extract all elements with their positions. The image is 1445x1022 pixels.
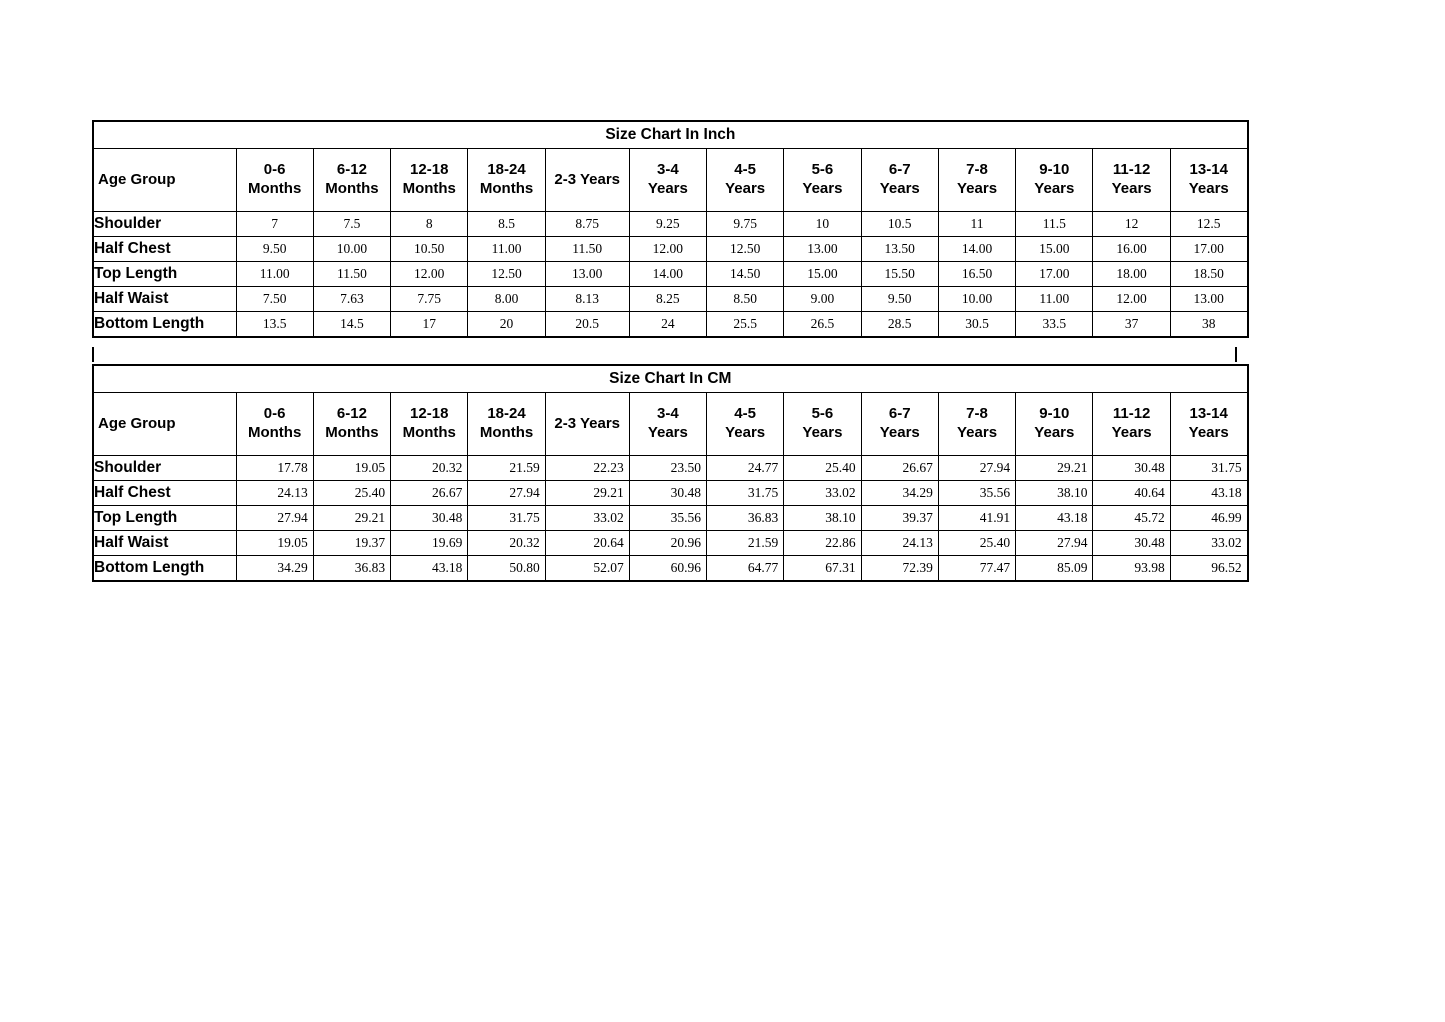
measurement-cell: 72.39 <box>861 556 938 582</box>
header-line-1: 2-3 Years <box>554 414 620 432</box>
measurement-cell: 14.00 <box>629 262 706 287</box>
measurement-cell: 12.5 <box>1170 212 1247 237</box>
measurement-cell: 29.21 <box>545 481 629 506</box>
measurement-cell: 8.00 <box>468 287 545 312</box>
measurement-cell: 50.80 <box>468 556 545 582</box>
measurement-cell: 28.5 <box>861 312 938 338</box>
measurement-cell: 11.50 <box>545 237 629 262</box>
size-chart-inch <box>92 120 1237 338</box>
measurement-cell: 10 <box>784 212 861 237</box>
measurement-cell: 12.00 <box>391 262 468 287</box>
header-line-2: Months <box>479 424 534 441</box>
measurement-cell: 22.23 <box>545 456 629 481</box>
header-line-1: 0-6 <box>263 161 286 179</box>
header-line-1: 9-10 <box>1039 161 1070 179</box>
measurement-cell: 13.50 <box>861 237 938 262</box>
measurement-cell: 24.77 <box>706 456 783 481</box>
table-gap-strip <box>92 347 1237 362</box>
measurement-cell: 27.94 <box>938 456 1015 481</box>
header-line-2: Years <box>725 180 766 197</box>
measurement-cell: 43.18 <box>391 556 468 582</box>
row-label: Half Chest <box>93 237 236 262</box>
header-age-column <box>1170 393 1247 456</box>
measurement-cell: 31.75 <box>468 506 545 531</box>
measurement-cell: 15.50 <box>861 262 938 287</box>
header-line-2: Years <box>879 180 920 197</box>
measurement-cell: 64.77 <box>706 556 783 582</box>
measurement-cell: 9.75 <box>706 212 783 237</box>
measurement-cell: 11.00 <box>236 262 313 287</box>
header-line-2: Years <box>879 424 920 441</box>
measurement-cell: 24.13 <box>861 531 938 556</box>
measurement-cell: 24 <box>629 312 706 338</box>
measurement-cell: 11.00 <box>468 237 545 262</box>
header-line-1: 2-3 Years <box>554 170 620 188</box>
measurement-cell: 26.5 <box>784 312 861 338</box>
table-row <box>93 237 1248 262</box>
measurement-cell: 77.47 <box>938 556 1015 582</box>
table-title-row <box>93 121 1248 149</box>
header-line-2: Months <box>247 180 302 197</box>
measurement-cell: 11.50 <box>313 262 390 287</box>
header-line-1: 12-18 <box>410 405 449 423</box>
measurement-cell: 12.00 <box>629 237 706 262</box>
header-age-column <box>545 149 629 212</box>
measurement-cell: 19.37 <box>313 531 390 556</box>
measurement-cell: 8 <box>391 212 468 237</box>
header-line-1: 6-7 <box>888 161 911 179</box>
measurement-cell: 30.48 <box>629 481 706 506</box>
table-title: Size Chart In CM <box>93 365 1248 393</box>
row-label: Half Waist <box>93 287 236 312</box>
measurement-cell: 30.48 <box>1093 456 1170 481</box>
measurement-cell: 8.25 <box>629 287 706 312</box>
table-row <box>93 556 1248 582</box>
header-age-column <box>391 149 468 212</box>
measurement-cell: 33.02 <box>1170 531 1247 556</box>
measurement-cell: 27.94 <box>468 481 545 506</box>
measurement-cell: 20 <box>468 312 545 338</box>
header-line-2: Years <box>647 180 688 197</box>
measurement-cell: 12 <box>1093 212 1170 237</box>
measurement-cell: 25.5 <box>706 312 783 338</box>
header-line-1: 6-12 <box>336 405 367 423</box>
measurement-cell: 18.00 <box>1093 262 1170 287</box>
header-age-column <box>1093 393 1170 456</box>
header-age-column <box>861 149 938 212</box>
measurement-cell: 13.00 <box>784 237 861 262</box>
measurement-cell: 33.02 <box>545 506 629 531</box>
header-line-1: 7-8 <box>966 405 988 423</box>
header-line-1: 4-5 <box>734 161 756 179</box>
measurement-cell: 7.63 <box>313 287 390 312</box>
measurement-cell: 14.00 <box>938 237 1015 262</box>
size-chart-table <box>92 120 1249 338</box>
measurement-cell: 9.50 <box>861 287 938 312</box>
measurement-cell: 9.50 <box>236 237 313 262</box>
measurement-cell: 19.05 <box>313 456 390 481</box>
measurement-cell: 9.25 <box>629 212 706 237</box>
measurement-cell: 20.96 <box>629 531 706 556</box>
measurement-cell: 8.75 <box>545 212 629 237</box>
header-line-1: 3-4 <box>656 161 679 179</box>
header-age-group: Age Group <box>93 393 236 456</box>
measurement-cell: 20.64 <box>545 531 629 556</box>
table-header-row <box>93 393 1248 456</box>
measurement-cell: 30.48 <box>1093 531 1170 556</box>
header-line-1: 0-6 <box>263 405 286 423</box>
header-age-column <box>629 149 706 212</box>
measurement-cell: 7.50 <box>236 287 313 312</box>
row-label: Shoulder <box>93 456 236 481</box>
header-age-column <box>468 393 545 456</box>
measurement-cell: 85.09 <box>1016 556 1093 582</box>
header-age-column <box>236 149 313 212</box>
header-age-column <box>784 149 861 212</box>
row-label: Half Waist <box>93 531 236 556</box>
measurement-cell: 30.5 <box>938 312 1015 338</box>
measurement-cell: 29.21 <box>313 506 390 531</box>
header-age-column <box>236 393 313 456</box>
measurement-cell: 45.72 <box>1093 506 1170 531</box>
header-line-2: Months <box>247 424 302 441</box>
table-row <box>93 212 1248 237</box>
measurement-cell: 17 <box>391 312 468 338</box>
measurement-cell: 36.83 <box>313 556 390 582</box>
table-row <box>93 481 1248 506</box>
header-line-2: Years <box>1188 424 1229 441</box>
measurement-cell: 29.21 <box>1016 456 1093 481</box>
header-line-2: Years <box>802 180 843 197</box>
header-line-1: 5-6 <box>811 161 834 179</box>
measurement-cell: 67.31 <box>784 556 861 582</box>
measurement-cell: 11.00 <box>1016 287 1093 312</box>
measurement-cell: 17.00 <box>1170 237 1247 262</box>
measurement-cell: 26.67 <box>861 456 938 481</box>
measurement-cell: 13.00 <box>1170 287 1247 312</box>
measurement-cell: 35.56 <box>938 481 1015 506</box>
header-line-2: Years <box>647 424 688 441</box>
header-line-1: 18-24 <box>487 405 526 423</box>
header-line-1: 11-12 <box>1112 405 1151 423</box>
header-age-column <box>391 393 468 456</box>
measurement-cell: 21.59 <box>706 531 783 556</box>
measurement-cell: 93.98 <box>1093 556 1170 582</box>
table-row <box>93 287 1248 312</box>
measurement-cell: 41.91 <box>938 506 1015 531</box>
table-row <box>93 506 1248 531</box>
table-title-row <box>93 365 1248 393</box>
size-chart-table <box>92 364 1249 582</box>
header-line-2: Years <box>725 424 766 441</box>
header-line-1: 12-18 <box>410 161 449 179</box>
measurement-cell: 38 <box>1170 312 1247 338</box>
header-line-1: 5-6 <box>811 405 834 423</box>
header-line-2: Years <box>957 180 998 197</box>
header-age-column <box>784 393 861 456</box>
measurement-cell: 33.5 <box>1016 312 1093 338</box>
measurement-cell: 35.56 <box>629 506 706 531</box>
header-line-2: Months <box>325 424 379 441</box>
header-line-2: Years <box>1034 180 1075 197</box>
measurement-cell: 20.5 <box>545 312 629 338</box>
row-label: Half Chest <box>93 481 236 506</box>
header-age-column <box>313 393 390 456</box>
measurement-cell: 39.37 <box>861 506 938 531</box>
measurement-cell: 24.13 <box>236 481 313 506</box>
header-line-1: 4-5 <box>734 405 756 423</box>
measurement-cell: 25.40 <box>313 481 390 506</box>
measurement-cell: 16.00 <box>1093 237 1170 262</box>
header-line-2: Years <box>1111 180 1152 197</box>
header-age-column <box>468 149 545 212</box>
header-line-2: Years <box>1111 424 1152 441</box>
header-line-1: 18-24 <box>487 161 526 179</box>
header-age-column <box>1093 149 1170 212</box>
header-line-2: Months <box>402 180 456 197</box>
row-label: Top Length <box>93 506 236 531</box>
measurement-cell: 36.83 <box>706 506 783 531</box>
measurement-cell: 34.29 <box>861 481 938 506</box>
measurement-cell: 8.5 <box>468 212 545 237</box>
table-title: Size Chart In Inch <box>93 121 1248 149</box>
measurement-cell: 21.59 <box>468 456 545 481</box>
measurement-cell: 20.32 <box>468 531 545 556</box>
measurement-cell: 7.75 <box>391 287 468 312</box>
measurement-cell: 96.52 <box>1170 556 1247 582</box>
header-line-1: 7-8 <box>966 161 988 179</box>
header-age-column <box>1170 149 1247 212</box>
header-age-column <box>938 393 1015 456</box>
measurement-cell: 13.5 <box>236 312 313 338</box>
measurement-cell: 34.29 <box>236 556 313 582</box>
measurement-cell: 17.78 <box>236 456 313 481</box>
measurement-cell: 15.00 <box>1016 237 1093 262</box>
table-row <box>93 531 1248 556</box>
measurement-cell: 16.50 <box>938 262 1015 287</box>
measurement-cell: 38.10 <box>1016 481 1093 506</box>
measurement-cell: 12.50 <box>468 262 545 287</box>
row-label: Bottom Length <box>93 556 236 582</box>
header-age-group: Age Group <box>93 149 236 212</box>
measurement-cell: 13.00 <box>545 262 629 287</box>
header-line-2: Years <box>1188 180 1229 197</box>
header-line-1: 11-12 <box>1112 161 1151 179</box>
measurement-cell: 23.50 <box>629 456 706 481</box>
header-line-2: Months <box>325 180 379 197</box>
measurement-cell: 8.13 <box>545 287 629 312</box>
header-age-column <box>629 393 706 456</box>
header-age-column <box>1016 149 1093 212</box>
row-label: Top Length <box>93 262 236 287</box>
table-row <box>93 456 1248 481</box>
header-line-1: 9-10 <box>1039 405 1070 423</box>
measurement-cell: 22.86 <box>784 531 861 556</box>
measurement-cell: 10.00 <box>313 237 390 262</box>
measurement-cell: 18.50 <box>1170 262 1247 287</box>
measurement-cell: 38.10 <box>784 506 861 531</box>
header-age-column <box>706 149 783 212</box>
measurement-cell: 31.75 <box>706 481 783 506</box>
measurement-cell: 9.00 <box>784 287 861 312</box>
measurement-cell: 20.32 <box>391 456 468 481</box>
measurement-cell: 40.64 <box>1093 481 1170 506</box>
header-line-2: Months <box>402 424 456 441</box>
header-line-2: Years <box>1034 424 1075 441</box>
measurement-cell: 33.02 <box>784 481 861 506</box>
row-label: Shoulder <box>93 212 236 237</box>
table-header-row <box>93 149 1248 212</box>
measurement-cell: 12.50 <box>706 237 783 262</box>
header-age-column <box>706 393 783 456</box>
measurement-cell: 17.00 <box>1016 262 1093 287</box>
measurement-cell: 14.5 <box>313 312 390 338</box>
measurement-cell: 19.05 <box>236 531 313 556</box>
header-age-column <box>861 393 938 456</box>
measurement-cell: 43.18 <box>1016 506 1093 531</box>
measurement-cell: 10.5 <box>861 212 938 237</box>
measurement-cell: 43.18 <box>1170 481 1247 506</box>
header-line-2: Years <box>802 424 843 441</box>
measurement-cell: 25.40 <box>938 531 1015 556</box>
header-line-1: 6-7 <box>888 405 911 423</box>
measurement-cell: 26.67 <box>391 481 468 506</box>
measurement-cell: 8.50 <box>706 287 783 312</box>
measurement-cell: 11.5 <box>1016 212 1093 237</box>
measurement-cell: 46.99 <box>1170 506 1247 531</box>
header-line-2: Years <box>957 424 998 441</box>
measurement-cell: 15.00 <box>784 262 861 287</box>
measurement-cell: 12.00 <box>1093 287 1170 312</box>
measurement-cell: 31.75 <box>1170 456 1247 481</box>
measurement-cell: 11 <box>938 212 1015 237</box>
measurement-cell: 25.40 <box>784 456 861 481</box>
measurement-cell: 7 <box>236 212 313 237</box>
header-age-column <box>1016 393 1093 456</box>
measurement-cell: 52.07 <box>545 556 629 582</box>
table-row <box>93 262 1248 287</box>
measurement-cell: 30.48 <box>391 506 468 531</box>
header-age-column <box>545 393 629 456</box>
header-age-column <box>313 149 390 212</box>
size-chart-cm <box>92 364 1242 582</box>
measurement-cell: 27.94 <box>236 506 313 531</box>
measurement-cell: 10.50 <box>391 237 468 262</box>
header-line-1: 3-4 <box>656 405 679 423</box>
measurement-cell: 37 <box>1093 312 1170 338</box>
measurement-cell: 19.69 <box>391 531 468 556</box>
row-label: Bottom Length <box>93 312 236 338</box>
measurement-cell: 7.5 <box>313 212 390 237</box>
header-line-1: 13-14 <box>1189 405 1228 423</box>
header-line-2: Months <box>479 180 534 197</box>
table-row <box>93 312 1248 338</box>
measurement-cell: 27.94 <box>1016 531 1093 556</box>
measurement-cell: 10.00 <box>938 287 1015 312</box>
header-line-1: 13-14 <box>1189 161 1228 179</box>
measurement-cell: 60.96 <box>629 556 706 582</box>
header-line-1: 6-12 <box>336 161 367 179</box>
header-age-column <box>938 149 1015 212</box>
measurement-cell: 14.50 <box>706 262 783 287</box>
